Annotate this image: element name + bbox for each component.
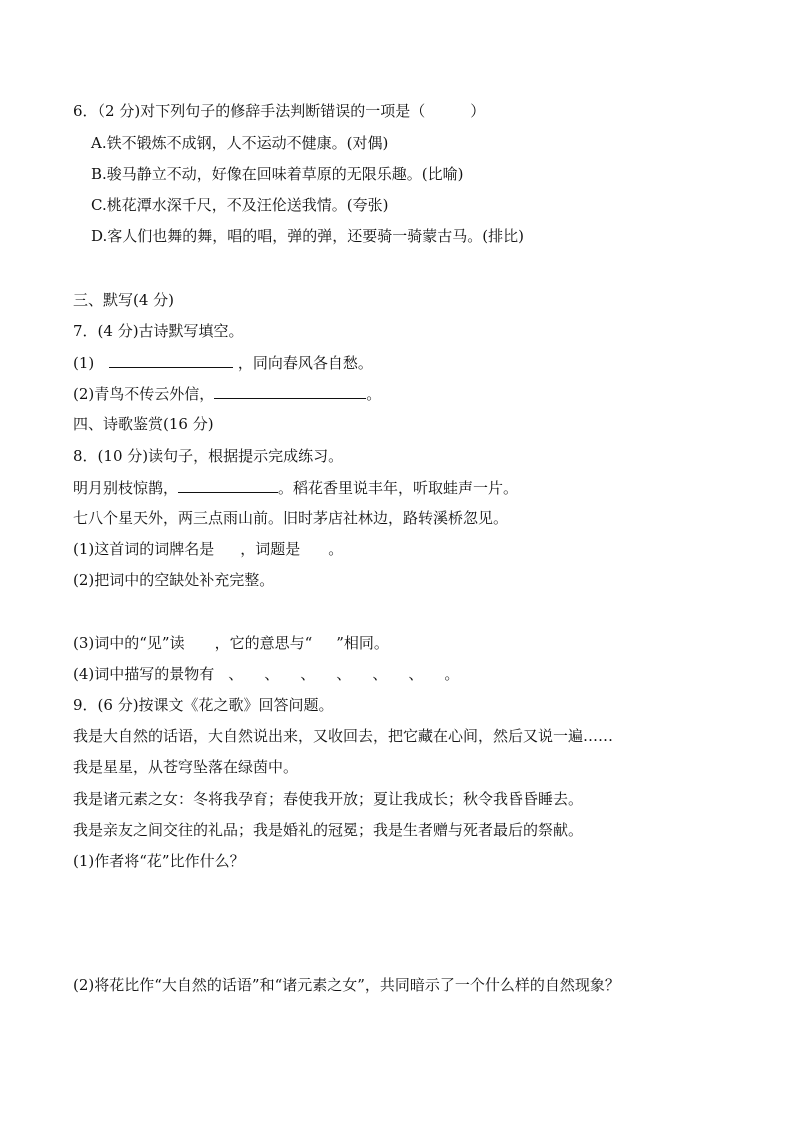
q8-4-end: 。: [444, 665, 460, 683]
q8-sub-3: [73, 633, 389, 653]
q8-poem-answer-blank[interactable]: [178, 477, 278, 493]
q7-item-2: [73, 383, 381, 403]
section4-title: 四、诗歌鉴赏(16 分): [73, 415, 214, 433]
q6-stem: 6．（2 分)对下列句子的修辞手法判断错误的一项是（ ）: [73, 102, 486, 120]
q9-sub-1: (1)作者将“花”比作什么？: [73, 852, 245, 870]
q8-sub-1: [73, 539, 343, 559]
q8-poem-line-1: [73, 477, 518, 497]
q9-passage-4: 我是亲友之间交往的礼品；我是婚礼的冠冕；我是生者赠与死者最后的祭献。: [73, 821, 584, 839]
q8-sub-4: [73, 664, 459, 684]
q8-4-sep: 、: [228, 665, 244, 683]
q8-3-part-a: (3)词中的“见”读: [73, 634, 185, 652]
section3-title: 三、默写(4 分): [73, 291, 175, 309]
q8-1-part-b: ，词题是: [240, 540, 301, 558]
q9-passage-2: 我是星星，从苍穹坠落在绿茵中。: [73, 758, 299, 776]
q8-4-sep: 、: [408, 665, 424, 683]
q8-poem-line-2: 七八个星天外，两三点雨山前。旧时茅店社林边，路转溪桥忽见。: [73, 509, 509, 527]
q6-option-b[interactable]: B.骏马静立不动，好像在回味着草原的无限乐趣。(比喻): [91, 165, 464, 183]
q9-passage-1: 我是大自然的话语，大自然说出来，又收回去，把它藏在心间，然后又说一遍……: [73, 727, 614, 745]
q6-option-c[interactable]: C.桃花潭水深千尺，不及汪伦送我情。(夸张): [91, 196, 389, 214]
q8-1-part-c: 。: [328, 540, 344, 558]
q7-2-prefix: (2)青鸟不传云外信，: [73, 385, 215, 403]
q7-stem: 7．(4 分)古诗默写填空。: [73, 322, 244, 340]
q6-option-d[interactable]: D.客人们也舞的舞，唱的唱，弹的弹，还要骑一骑蒙古马。(排比): [91, 227, 524, 245]
q8-1-part-a: (1)这首词的词牌名是: [73, 540, 215, 558]
q7-2-answer-blank[interactable]: [214, 383, 366, 399]
q8-4-sep: 、: [372, 665, 388, 683]
q8-4-sep: 、: [264, 665, 280, 683]
q7-item-1: [73, 352, 373, 372]
q8-3-part-b: ，它的意思与“: [214, 634, 313, 652]
q9-stem: 9．(6 分)按课文《花之歌》回答问题。: [73, 696, 334, 714]
q8-4-part-a: (4)词中描写的景物有: [73, 665, 215, 683]
q8-stem: 8．(10 分)读句子，根据提示完成练习。: [73, 447, 344, 465]
q9-passage-3: 我是诸元素之女：冬将我孕育；春使我开放；夏让我成长；秋令我昏昏睡去。: [73, 790, 584, 808]
q7-2-suffix: 。: [366, 385, 382, 403]
q8-poem-1-suffix: 。稻花香里说丰年，听取蛙声一片。: [278, 479, 519, 497]
q9-sub-2: (2)将花比作“大自然的话语”和“诸元素之女”，共同暗示了一个什么样的自然现象？: [73, 976, 620, 994]
q7-1-prefix: (1): [73, 354, 95, 372]
q8-4-sep: 、: [336, 665, 352, 683]
q7-1-answer-blank[interactable]: [109, 352, 233, 368]
q8-4-sep: 、: [300, 665, 316, 683]
q8-poem-1-prefix: 明月别枝惊鹊，: [73, 479, 179, 497]
q6-option-a[interactable]: A.铁不锻炼不成钢，人不运动不健康。(对偶): [91, 134, 389, 152]
q8-3-part-c: ”相同。: [336, 634, 389, 652]
q7-1-suffix: ，同向春风各自愁。: [237, 354, 373, 372]
q8-sub-2: (2)把词中的空缺处补充完整。: [73, 571, 275, 589]
